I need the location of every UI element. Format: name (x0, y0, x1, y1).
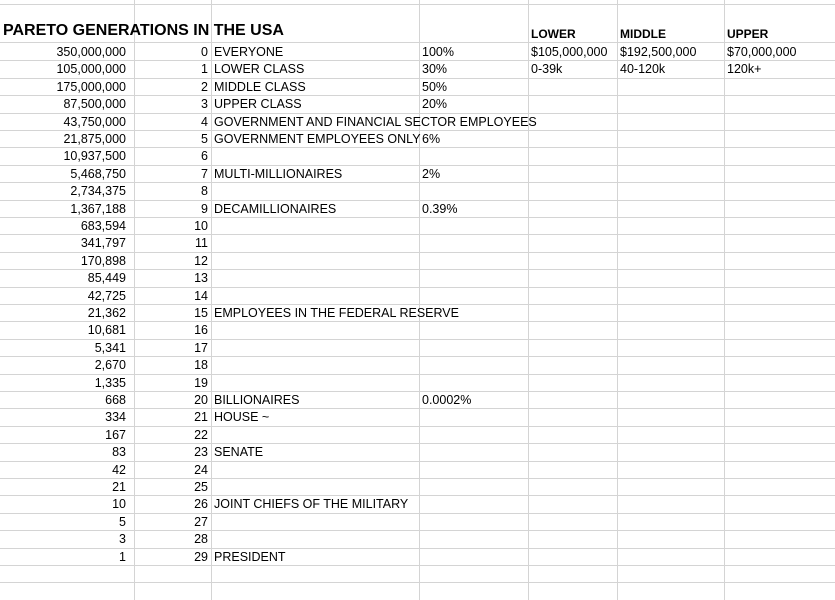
generation-cell[interactable]: 4 (201, 114, 208, 129)
group-label-cell[interactable]: PRESIDENT (214, 549, 286, 564)
class-header-range[interactable]: 40-120k (620, 62, 666, 77)
generation-cell[interactable]: 16 (194, 323, 208, 338)
generation-cell[interactable]: 14 (194, 288, 208, 303)
group-label-cell[interactable]: EMPLOYEES IN THE FEDERAL RESERVE (214, 306, 459, 320)
generation-cell[interactable]: 25 (194, 480, 208, 494)
class-header-amount[interactable]: $105,000,000 (531, 45, 608, 59)
percent-cell[interactable]: 6% (422, 132, 441, 146)
generation-cell[interactable]: 26 (194, 497, 208, 512)
generation-cell[interactable]: 29 (194, 549, 208, 564)
generation-cell[interactable]: 13 (194, 271, 208, 286)
group-label-cell[interactable]: GOVERNMENT EMPLOYEES ONLY (214, 132, 421, 146)
generation-cell[interactable]: 20 (194, 393, 208, 407)
generation-cell[interactable]: 23 (194, 445, 208, 460)
generation-cell[interactable]: 9 (201, 201, 208, 216)
group-label-cell[interactable]: MULTI-MILLIONAIRES (214, 166, 343, 181)
population-cell[interactable]: 83 (112, 445, 126, 460)
percent-cell[interactable]: 30% (422, 62, 448, 77)
population-cell[interactable]: 3 (119, 532, 126, 547)
class-header-label[interactable]: LOWER (531, 27, 576, 41)
population-cell[interactable]: 43,750,000 (63, 114, 126, 129)
population-cell[interactable]: 334 (105, 410, 126, 425)
group-label-cell[interactable]: MIDDLE CLASS (214, 79, 306, 94)
population-cell[interactable]: 668 (105, 393, 126, 407)
class-header-label[interactable]: MIDDLE (620, 27, 666, 41)
group-label-cell[interactable]: BILLIONAIRES (214, 393, 300, 407)
percent-cell[interactable]: 20% (422, 97, 448, 112)
class-header-amount[interactable]: $192,500,000 (620, 45, 697, 59)
generation-cell[interactable]: 8 (201, 184, 208, 199)
percent-cell[interactable]: 0.0002% (422, 393, 472, 407)
percent-cell[interactable]: 100% (422, 45, 454, 59)
population-cell[interactable]: 5,468,750 (70, 166, 126, 181)
group-label-cell[interactable]: LOWER CLASS (214, 62, 305, 77)
population-cell[interactable]: 42 (112, 462, 126, 477)
generation-cell[interactable]: 5 (201, 132, 208, 146)
population-cell[interactable]: 42,725 (87, 288, 126, 303)
generation-cell[interactable]: 11 (195, 236, 208, 251)
group-label-cell[interactable]: DECAMILLIONAIRES (214, 201, 337, 216)
population-cell[interactable]: 2,670 (94, 358, 126, 373)
population-cell[interactable]: 10,681 (87, 323, 126, 338)
group-label-cell[interactable]: GOVERNMENT AND FINANCIAL SECTOR EMPLOYEES (214, 114, 537, 129)
generation-cell[interactable]: 12 (194, 253, 208, 268)
generation-cell[interactable]: 27 (194, 514, 208, 529)
population-cell[interactable]: 10,937,500 (63, 149, 126, 164)
population-cell[interactable]: 105,000,000 (56, 62, 126, 77)
percent-cell[interactable]: 50% (422, 79, 448, 94)
class-header-range[interactable]: 0-39k (531, 62, 563, 77)
population-cell[interactable]: 85,449 (87, 271, 126, 286)
group-label-cell[interactable]: HOUSE ~ (214, 410, 270, 425)
class-header-amount[interactable]: $70,000,000 (727, 45, 797, 59)
population-cell[interactable]: 341,797 (80, 236, 126, 251)
generation-cell[interactable]: 22 (194, 427, 208, 442)
population-cell[interactable]: 21 (112, 480, 126, 494)
population-cell[interactable]: 175,000,000 (56, 79, 126, 94)
generation-cell[interactable]: 3 (201, 97, 208, 112)
group-label-cell[interactable]: UPPER CLASS (214, 97, 302, 112)
percent-cell[interactable]: 0.39% (422, 201, 458, 216)
generation-cell[interactable]: 28 (194, 532, 208, 547)
generation-cell[interactable]: 0 (201, 45, 208, 59)
population-cell[interactable]: 167 (105, 427, 126, 442)
population-cell[interactable]: 21,875,000 (63, 132, 126, 146)
group-label-cell[interactable]: EVERYONE (214, 45, 284, 59)
population-cell[interactable]: 683,594 (80, 219, 126, 233)
generation-cell[interactable]: 6 (201, 149, 208, 164)
generation-cell[interactable]: 7 (201, 166, 208, 181)
population-cell[interactable]: 1,367,188 (70, 201, 126, 216)
sheet-title[interactable]: PARETO GENERATIONS IN THE USA (3, 22, 284, 39)
population-cell[interactable]: 5 (119, 514, 126, 529)
population-cell[interactable]: 5,341 (94, 340, 126, 355)
generation-cell[interactable]: 21 (194, 410, 208, 425)
population-cell[interactable]: 87,500,000 (63, 97, 126, 112)
generation-cell[interactable]: 18 (194, 358, 208, 373)
population-cell[interactable]: 1 (119, 549, 126, 564)
population-cell[interactable]: 1,335 (94, 375, 126, 390)
class-header-range[interactable]: 120k+ (727, 62, 762, 77)
population-cell[interactable]: 170,898 (80, 253, 126, 268)
generation-cell[interactable]: 17 (194, 340, 208, 355)
generation-cell[interactable]: 24 (194, 462, 208, 477)
generation-cell[interactable]: 10 (194, 219, 208, 233)
class-header-label[interactable]: UPPER (727, 27, 769, 41)
generation-cell[interactable]: 19 (194, 375, 208, 390)
percent-cell[interactable]: 2% (422, 166, 441, 181)
group-label-cell[interactable]: SENATE (214, 445, 264, 460)
population-cell[interactable]: 10 (112, 497, 126, 512)
generation-cell[interactable]: 1 (201, 62, 208, 77)
generation-cell[interactable]: 15 (194, 306, 208, 320)
population-cell[interactable]: 2,734,375 (70, 184, 126, 199)
population-cell[interactable]: 350,000,000 (56, 45, 126, 59)
population-cell[interactable]: 21,362 (87, 306, 126, 320)
generation-cell[interactable]: 2 (201, 79, 208, 94)
group-label-cell[interactable]: JOINT CHIEFS OF THE MILITARY (214, 497, 409, 512)
